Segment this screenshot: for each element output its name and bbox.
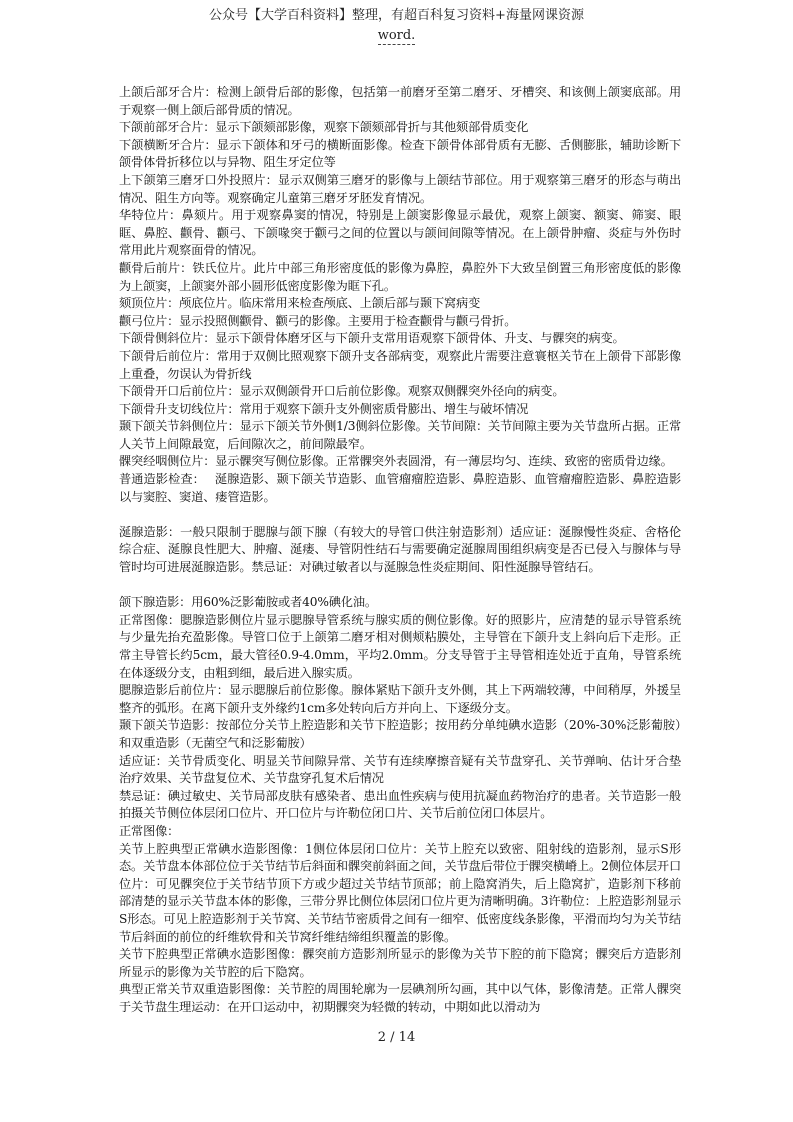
document-body xyxy=(119,84,681,1016)
paragraph: 上颌后部牙合片：检测上颌骨后部的影像，包括第一前磨牙至第二磨牙、牙槽突、和该侧上颌窦底部。用于观察一侧上颌后部骨质的情况。 xyxy=(119,85,681,117)
paragraph: 禁忌证：碘过敏史、关节局部皮肤有感染者、患出血性疾病与使用抗凝血药物治疗的患者。关节造影一般拍摄关节侧位体层闭口位片、开口位片与许勒位闭口片、关节后前位闭口体层片。 xyxy=(119,788,681,821)
page-header xyxy=(0,6,793,46)
paragraph: 髁突经咽侧位片：显示髁突写侧位影像。正常髁突外表圆滑，有一薄层均匀、连续、致密的密质骨边缘。 xyxy=(119,454,673,469)
paragraph: 上下颌第三磨牙口外投照片：显示双侧第三磨牙的影像与上颌结节部位。用于观察第三磨牙的形态与萌出情况、阻生方向等。观察确定儿童第三磨牙牙胚发育情况。 xyxy=(119,172,681,205)
paragraph: 下颌骨后前位片：常用于双侧比照观察下颌升支各部病变，观察此片需要注意寰枢关节在上颌骨下部影像上重叠，勿误认为骨折线 xyxy=(119,348,681,381)
page-number: 2 / 14 xyxy=(377,1030,416,1045)
paragraph-gap xyxy=(119,577,681,595)
paragraph: 颌下腺造影：用60%泛影葡胺或者40%碘化油。 xyxy=(119,595,377,610)
paragraph: 下颌骨开口后前位片：显示双侧颌骨开口后前位影像。观察双侧髁突外径向的病变。 xyxy=(119,384,565,399)
header-line: 公众号【大学百科资料】整理，有超百科复习资料+海量网课资源 xyxy=(209,8,584,23)
paragraph: 颧骨后前片：铁氏位片。此片中部三角形密度低的影像为鼻腔，鼻腔外下大致呈倒置三角形密度低的影像为上颌窦，上颌窦外部小圆形低密度影像为眶下孔。 xyxy=(119,260,681,293)
header-word: word. xyxy=(377,28,416,43)
paragraph: 颞下颌关节斜侧位片：显示下颌关节外侧1/3侧斜位影像。关节间隙：关节间隙主要为关节盘所占据。正常人关节上间隙最宽，后间隙次之，前间隙最窄。 xyxy=(119,419,681,451)
paragraph: 普通造影检查： 涎腺造影、颞下颌关节造影、血管瘤瘤腔造影、鼻腔造影、血管瘤瘤腔造影、鼻腔造影以与窦腔、窦道、瘘管造影。 xyxy=(119,472,681,504)
paragraph: 关节上腔典型正常碘水造影图像：1侧位体层闭口位片：关节上腔充以致密、阻射线的造影剂，显示S形态。关节盘本体部位位于关节结节后斜面和髁突前斜面之间，关节盘后带位于髁突横嵴上。2侧位体层开口位片：可见髁突位于关节结节顶下方或少超过关节结节顶部；前上隐窝消失，后上隐窝扩，造影剂下移前部清楚的显示关节盘本体的影像，三带分界比侧位体层闭口位片更为清晰明确。3许勒位：上腔造影剂显示S形态。可见上腔造影剂于关节窝、关节结节密质骨之间有一细窄、低密度线条影像，平滑而均匀为关节结节后斜面的前位的纤维软骨和关节窝纤维结缔组织覆盖的影像。 xyxy=(119,841,681,944)
paragraph: 下颌骨侧斜位片：显示下颌骨体磨牙区与下颌升支常用语观察下颌骨体、升支、与髁突的病变。 xyxy=(119,331,625,346)
paragraph: 涎腺造影：一般只限制于腮腺与颌下腺（有较大的导管口供注射造影剂）适应证：涎腺慢性炎症、舍格伦综合症、涎腺良性肥大、肿瘤、涎瘘、导管阴性结石与需要确定涎腺周围组织病变是否已侵入与腺体与导管时均可进展涎腺造影。禁忌证：对碘过敏者以与涎腺急性炎症期间、阳性涎腺导管结石。 xyxy=(119,524,681,575)
paragraph: 颧弓位片：显示投照侧颧骨、颧弓的影像。主要用于检查颧骨与颧弓骨折。 xyxy=(119,313,517,328)
paragraph: 腮腺造影后前位片：显示腮腺后前位影像。腺体紧贴下颌升支外侧，其上下两端较薄，中间稍厚，外援呈整齐的弧形。在离下颌升支外缘约1cm多处转向后方并向上、下逐级分支。 xyxy=(119,683,681,715)
paragraph: 华特位片：鼻颏片。用于观察鼻窦的情况，特别是上颌窦影像显示最优，观察上颌窦、额窦、筛窦、眼眶、鼻腔、颧骨、颧弓、下颌喙突于颧弓之间的位置以与颌间间隙等情况。在上颌骨肿瘤、炎症与外伤时常用此片观察面骨的情况。 xyxy=(119,208,681,258)
paragraph: 关节下腔典型正常碘水造影图像：髁突前方造影剂所显示的影像为关节下腔的前下隐窝；髁突后方造影剂所显示的影像为关节腔的后下隐窝。 xyxy=(119,947,681,979)
paragraph: 颏顶位片：颅底位片。临床常用来检查颅底、上颌后部与颞下窝病变 xyxy=(119,296,481,311)
paragraph: 正常图像：腮腺造影侧位片显示腮腺导管系统与腺实质的侧位影像。好的照影片，应清楚的显示导管系统与少量先抬充盈影像。导管口位于上颌第二磨牙相对侧颊粘膜处，主导管在下颌升支上斜向后下走形。正常主导管长约5cm，最大管径0.9-4.0mm，平均2.0mm。分支导管于主导管相连处近于直角，导管系统在体逐级分支，由粗到细，最后进入腺实质。 xyxy=(119,612,681,680)
paragraph: 下颌前部牙合片：显示下颌颏部影像，观察下颌颏部骨折与其他颏部骨质变化 xyxy=(119,120,529,135)
paragraph: 典型正常关节双重造影图像：关节腔的周围轮廓为一层碘剂所勾画，其中以气体，影像清楚。正常人髁突于关节盘生理运动：在开口运动中，初期髁突为轻微的转动，中期如此以滑动为 xyxy=(119,982,681,1014)
paragraph: 下颌骨升支切线位片：常用于观察下颌升支外侧密质骨膨出、增生与破坏情况 xyxy=(119,401,529,416)
paragraph: 适应证：关节骨质变化、明显关节间隙异常、关节有连续摩擦音疑有关节盘穿孔、关节弹响、估计牙合垫治疗效果、关节盘复位术、关节盘穿孔复术后情况 xyxy=(119,753,681,786)
paragraph: 颞下颌关节造影：按部位分关节上腔造影和关节下腔造影；按用药分单纯碘水造影（20%-30%泛影葡胺）和双重造影（无菌空气和泛影葡胺） xyxy=(119,718,681,750)
paragraph: 正常图像： xyxy=(119,823,180,838)
paragraph-gap xyxy=(119,506,681,524)
paragraph: 下颌横断牙合片：显示下颌体和牙弓的横断面影像。检查下颌骨体部骨质有无膨、舌侧膨胀，辅助诊断下颌骨体骨折移位以与异物、阻生牙定位等 xyxy=(119,137,681,170)
